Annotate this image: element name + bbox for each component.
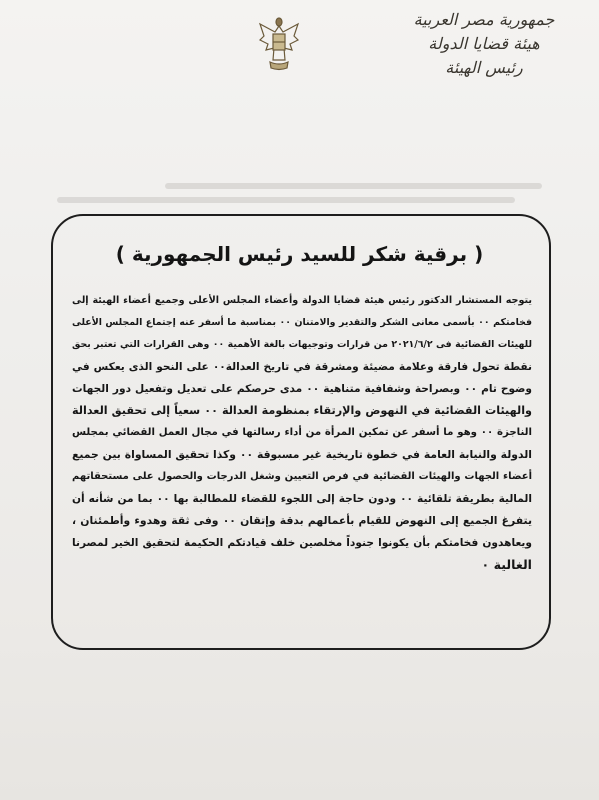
body-line: أعضاء الجهات والهيئات القضائية في فرص التعيين وشغل الدرجات والحصول على مستحقاتهم [72,471,532,482]
document-title: ( برقية شكر للسيد رئيس الجمهورية ) [115,242,484,266]
letterhead-authority: هيئة قضايا الدولة [428,34,540,53]
body-line: الدولة والنيابة العامة في خطوة تاريخية غير مسبوقة ٠٠ وكذا تحقيق المساواة بين جميع [72,448,532,461]
body-line: ويعاهدون فخامتكم بأن يكونوا جنوداً مخلصين خلف قيادتكم الحكيمة لتحقيق الخير لمصرنا [72,537,532,549]
letterhead [409,8,559,80]
body-line: نقطة تحول فارقة وعلامة مضيئة ومشرقة في تاريخ العدالة٠٠ على النحو الذى يعكس في [72,361,532,373]
letterhead-country: جمهورية مصر العربية [413,10,555,29]
body-line: الغالية ٠ [481,557,532,572]
body-line: والهيئات القضائية في النهوض والإرتقاء بمنظومة العدالة ٠٠ سعياً إلى تحقيق العدالة [72,404,532,417]
telegram-body [72,290,532,576]
body-line: للهيئات القضائية فى ٢٠٢١/٦/٢ من قرارات وتوجيهات بالغة الأهمية ٠٠ وهى القرارات التي تعتبر بحق [72,339,532,350]
body-line: وضوح تام ٠٠ وبصراحة وشفافية متناهية ٠٠ مدى حرصكم على تعديل وتفعيل دور الجهات [72,383,532,395]
body-line: يتفرغ الجميع إلى النهوض للقيام بأعمالهم بدقة وإتقان ٠٠ وفى ثقة وهدوء وأطمئنان ، [72,514,532,527]
eagle-emblem-icon [258,14,300,76]
body-line: فخامتكم ٠٠ بأسمى معانى الشكر والتقدير والامتنان ٠٠ بمناسبة ما أسفر عنه إجتماع المجلس الأعلى [72,317,532,328]
body-line: المالية بطريقة تلقائية ٠٠ ودون حاجة إلى اللجوء للقضاء للمطالبة بها ٠٠ بما من شأنه أن [72,493,533,505]
letterhead-office: رئيس الهيئة [445,58,523,77]
body-line: يتوجه المستشار الدكتور رئيس هيئة قضايا الدولة وأعضاء المجلس الأعلى وجميع أعضاء الهيئة إلى [72,295,532,306]
bleed-through-text [30,175,569,215]
body-line: الناجزة ٠٠ وهو ما أسفر عن تمكين المرأة من أداء رسالتها في مجال العمل القضائي بمجلس [72,427,532,438]
